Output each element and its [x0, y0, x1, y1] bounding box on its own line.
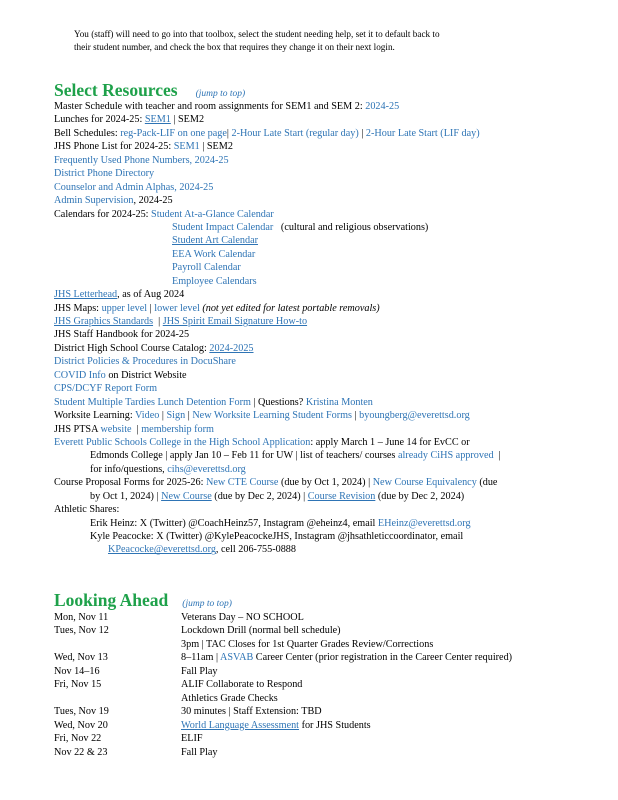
- admin-supervision-row: Admin Supervision, 2024-25: [54, 195, 173, 207]
- course-proposal-row-2: by Oct 1, 2024) | New Course (due by Dec 2, 2024) | Course Revision (due by Dec 2, 2024): [90, 490, 465, 502]
- event-row: [54, 746, 512, 759]
- bell-late-lif-link[interactable]: 2-Hour Late Start (LIF day): [365, 127, 480, 139]
- event-link[interactable]: ASVAB: [220, 652, 254, 664]
- covid-row: COVID Info on District Website: [54, 369, 187, 381]
- graphics-row: JHS Graphics Standards | JHS Spirit Email Signature How-to: [54, 316, 308, 327]
- event-row: [54, 719, 512, 732]
- lunches-sem2: SEM2: [178, 114, 205, 126]
- looking-ahead-list: [54, 611, 614, 759]
- cihs-contact-row: for info/questions, cihs@everettsd.org: [90, 463, 246, 475]
- calendar-payroll-link[interactable]: Payroll Calendar: [172, 262, 241, 274]
- ptsa-membership-link[interactable]: membership form: [141, 423, 214, 435]
- lunches-sem1-link[interactable]: SEM1: [144, 114, 171, 126]
- event-row: [54, 665, 512, 678]
- event-date: [54, 692, 181, 705]
- events-table: [54, 611, 512, 759]
- event-date: Nov 14–16: [54, 665, 100, 677]
- district-directory-link[interactable]: District Phone Directory: [54, 168, 155, 180]
- letterhead-row: JHS Letterhead, as of Aug 2024: [54, 289, 185, 301]
- letterhead-link[interactable]: JHS Letterhead: [54, 289, 118, 301]
- worksite-forms-link[interactable]: New Worksite Learning Student Forms: [192, 410, 353, 422]
- maps-row: JHS Maps: upper level | lower level (not yet edited for latest portable removals): [54, 302, 380, 314]
- tardies-row: Student Multiple Tardies Lunch Detention Form | Questions? Kristina Monten: [54, 396, 373, 408]
- calendar-impact-link[interactable]: Student Impact Calendar: [172, 221, 274, 233]
- master-schedule-link[interactable]: 2024-25: [365, 101, 400, 112]
- course-catalog-link[interactable]: 2024-2025: [209, 342, 254, 354]
- kyle-email-link[interactable]: KPeacocke@everettsd.org: [108, 544, 216, 556]
- bell-late-regular-link[interactable]: 2-Hour Late Start (regular day): [231, 127, 359, 139]
- worksite-email-link[interactable]: byoungberg@everettsd.org: [359, 410, 470, 422]
- college-row: Everett Public Schools College in the High School Application: apply March 1 – June 14 for EvCC or: [54, 436, 470, 448]
- calendar-at-a-glance-link[interactable]: Student At-a-Glance Calendar: [151, 208, 274, 220]
- intro-line-2: their student number, and check the box that requires they change it on their next login.: [74, 42, 395, 52]
- phone-list-row: JHS Phone List for 2024-25: SEM1 | SEM2: [54, 141, 233, 153]
- looking-ahead-heading: Looking Ahead (jump to top): [54, 590, 232, 610]
- alphas-link[interactable]: Counselor and Admin Alphas, 2024-25: [54, 181, 214, 193]
- intro-line-1: You (staff) will need to go into that toolbox, select the student needing help, set it to default back to: [74, 29, 440, 39]
- event-row: [54, 705, 512, 718]
- event-description: Lockdown Drill (normal bell schedule): [181, 625, 341, 637]
- event-date: Wed, Nov 20: [54, 719, 108, 731]
- map-lower-link[interactable]: lower level: [154, 302, 200, 314]
- athletic-shares-label: Athletic Shares:: [54, 504, 120, 516]
- course-revision-link[interactable]: Course Revision: [307, 490, 376, 502]
- event-row: [54, 692, 512, 705]
- cihs-email-link[interactable]: cihs@everettsd.org: [167, 463, 246, 475]
- event-description: Fall Play: [181, 665, 218, 677]
- calendar-art-link[interactable]: Student Art Calendar: [172, 235, 259, 247]
- event-row: [54, 638, 512, 651]
- event-description: ELIF: [181, 733, 203, 745]
- event-row: [54, 732, 512, 745]
- event-date: Fri, Nov 15: [54, 679, 102, 691]
- kyle-peacocke-row: Kyle Peacocke: X (Twitter) @KylePeacockeJHS, Instagram @jhsathleticcoordinator, email: [90, 531, 464, 542]
- event-date: Tues, Nov 12: [54, 625, 109, 637]
- lunches-row: Lunches for 2024-25: SEM1 | SEM2: [54, 114, 205, 126]
- worksite-sign-link[interactable]: Sign: [166, 410, 186, 422]
- event-description: World Language Assessment for JHS Students: [181, 719, 371, 731]
- admin-supervision-link[interactable]: Admin Supervision: [54, 195, 134, 207]
- master-schedule-row: Master Schedule with teacher and room assignments for SEM1 and SEM 2: 2024-25: [54, 101, 400, 112]
- college-application-link[interactable]: Everett Public Schools College in the High School Application: [54, 436, 311, 448]
- staff-handbook: JHS Staff Handbook for 2024-25: [54, 329, 190, 341]
- event-description: Athletics Grade Checks: [181, 692, 278, 704]
- phone-sem1-link[interactable]: SEM1: [173, 141, 200, 153]
- intro-note: [74, 28, 544, 54]
- event-row: [54, 678, 512, 691]
- event-date: [54, 638, 181, 651]
- frequent-phone-link[interactable]: Frequently Used Phone Numbers, 2024-25: [54, 154, 229, 166]
- event-description: 8–11am | ASVAB Career Center (prior registration in the Career Center required): [181, 652, 513, 664]
- course-proposal-row: Course Proposal Forms for 2025-26: New CTE Course (due by Oct 1, 2024) | New Course Equivalency (due: [54, 477, 498, 489]
- bell-reg-link[interactable]: reg-Pack-LIF on one page: [120, 127, 227, 139]
- event-row: [54, 611, 512, 624]
- contact-kristina-link[interactable]: Kristina Monten: [305, 396, 373, 408]
- event-date: Nov 22 & 23: [54, 746, 108, 758]
- worksite-video-link[interactable]: Video: [135, 410, 160, 422]
- event-description: ALIF Collaborate to Respond: [181, 679, 303, 691]
- bell-schedules-row: Bell Schedules: reg-Pack-LIF on one page| 2-Hour Late Start (regular day) | 2-Hour Late Start (LIF day): [54, 127, 480, 139]
- event-description: Veterans Day – NO SCHOOL: [181, 612, 304, 623]
- cps-report-link[interactable]: CPS/DCYF Report Form: [54, 383, 158, 395]
- phone-sem2: SEM2: [206, 141, 233, 153]
- resources-list: [54, 100, 614, 557]
- tardies-form-link[interactable]: Student Multiple Tardies Lunch Detention Form: [54, 396, 251, 408]
- graphics-standards-link[interactable]: JHS Graphics Standards: [54, 316, 154, 327]
- calendar-employee-link[interactable]: Employee Calendars: [172, 275, 257, 287]
- event-description: 30 minutes | Staff Extension: TBD: [181, 706, 322, 718]
- course-catalog-row: District High School Course Catalog: 2024-2025: [54, 342, 254, 354]
- calendar-eea-link[interactable]: EEA Work Calendar: [172, 248, 256, 260]
- erik-heinz-row: Erik Heinz: X (Twitter) @CoachHeinz57, Instagram @eheinz4, email EHeinz@everettsd.org: [90, 517, 471, 529]
- new-course-link[interactable]: New Course: [161, 490, 212, 502]
- jump-to-top-link[interactable]: (jump to top): [195, 89, 246, 99]
- email-signature-link[interactable]: JHS Spirit Email Signature How-to: [162, 316, 308, 327]
- covid-info-link[interactable]: COVID Info: [54, 369, 106, 381]
- select-resources-heading: Select Resources (jump to top): [54, 80, 246, 100]
- new-cte-course-link[interactable]: New CTE Course: [205, 477, 279, 489]
- kyle-contact-row: KPeacocke@everettsd.org, cell 206-755-0888: [108, 544, 296, 556]
- calendar-impact-row: Student Impact Calendar (cultural and religious observations): [172, 221, 429, 233]
- event-date: Mon, Nov 11: [54, 612, 109, 623]
- district-policies-link[interactable]: District Policies & Procedures in DocuShare: [54, 356, 236, 368]
- worksite-row: Worksite Learning: Video | Sign | New Worksite Learning Student Forms | byoungberg@everettsd.org: [54, 410, 470, 422]
- ptsa-row: JHS PTSA website | membership form: [54, 423, 214, 435]
- event-description: Fall Play: [181, 746, 218, 758]
- erik-email-link[interactable]: EHeinz@everettsd.org: [377, 517, 471, 529]
- event-date: Wed, Nov 13: [54, 652, 108, 664]
- edmonds-row: Edmonds College | apply Jan 10 – Feb 11 for UW | list of teachers/ courses already CiHS approved |: [90, 450, 501, 462]
- calendars-row: Calendars for 2024-25: Student At-a-Glance Calendar: [54, 208, 274, 220]
- event-row: [54, 651, 512, 664]
- new-course-equivalency-link[interactable]: New Course Equivalency: [372, 477, 477, 489]
- event-date: Fri, Nov 22: [54, 733, 102, 745]
- event-row: [54, 624, 512, 637]
- ptsa-website-link[interactable]: website: [100, 423, 132, 435]
- jump-to-top-link-2[interactable]: (jump to top): [182, 599, 232, 609]
- map-upper-link[interactable]: upper level: [101, 302, 148, 314]
- event-description: 3pm | TAC Closes for 1st Quarter Grades Review/Corrections: [181, 638, 434, 650]
- event-link[interactable]: World Language Assessment: [181, 719, 300, 731]
- event-date: Tues, Nov 19: [54, 706, 109, 718]
- cihs-approved-link[interactable]: already CiHS approved: [397, 450, 494, 462]
